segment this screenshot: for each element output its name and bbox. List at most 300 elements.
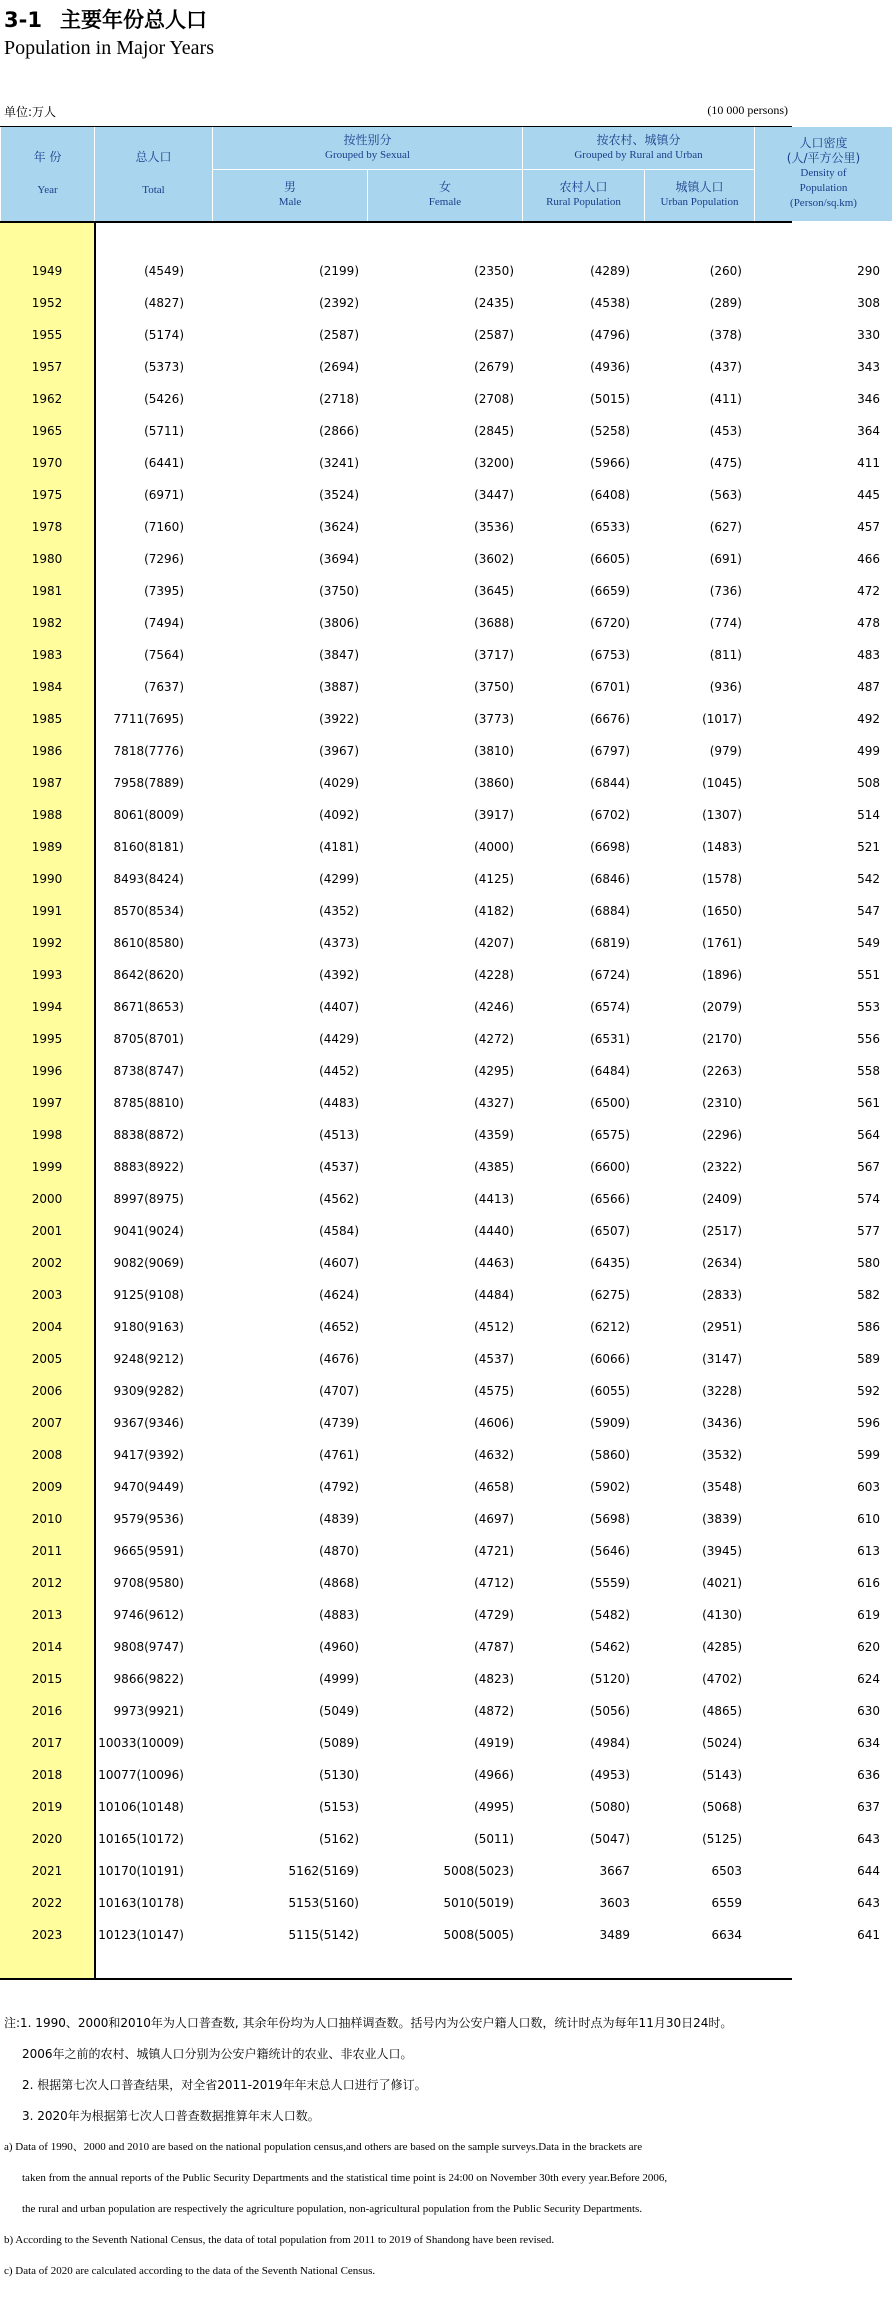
female-cell: (4721) — [474, 1544, 514, 1558]
rural-cell: (4953) — [590, 1768, 630, 1782]
rural-cell: (5698) — [590, 1512, 630, 1526]
table-row — [0, 1151, 892, 1183]
year-cell: 1957 — [31, 360, 63, 374]
col-rural — [523, 169, 645, 221]
table-row — [0, 1567, 892, 1599]
table-number: 3-1 — [4, 8, 42, 32]
rural-cell: (6575) — [590, 1128, 630, 1142]
rural-cell: (5462) — [590, 1640, 630, 1654]
table-row — [0, 1215, 892, 1247]
urban-cell: (3548) — [702, 1480, 742, 1494]
col-rural-cn: 农村人口 — [559, 180, 608, 194]
urban-cell: (4702) — [702, 1672, 742, 1686]
female-cell: (4658) — [474, 1480, 514, 1494]
urban-cell: (289) — [709, 296, 742, 310]
bottom-rule — [0, 1978, 792, 1980]
table-title-cn — [4, 4, 207, 34]
density-cell: 457 — [857, 520, 880, 534]
female-cell: (4632) — [474, 1448, 514, 1462]
male-cell: (4373) — [319, 936, 359, 950]
urban-cell: (563) — [709, 488, 742, 502]
rural-cell: (5080) — [590, 1800, 630, 1814]
year-cell: 2004 — [31, 1320, 63, 1334]
male-cell: (3806) — [319, 616, 359, 630]
female-cell: (4537) — [474, 1352, 514, 1366]
urban-cell: (4130) — [702, 1608, 742, 1622]
rural-cell: (5559) — [590, 1576, 630, 1590]
rural-cell: (6698) — [590, 840, 630, 854]
table-row — [0, 703, 892, 735]
total-cell: 9041(9024) — [113, 1224, 184, 1238]
table-row — [0, 1759, 892, 1791]
rural-cell: 3667 — [599, 1864, 630, 1878]
rural-cell: (6533) — [590, 520, 630, 534]
female-cell: (3860) — [474, 776, 514, 790]
density-cell: 577 — [857, 1224, 880, 1238]
table-row — [0, 1631, 892, 1663]
density-cell: 487 — [857, 680, 880, 694]
rural-cell: (6408) — [590, 488, 630, 502]
female-cell: (4440) — [474, 1224, 514, 1238]
male-cell: (2694) — [319, 360, 359, 374]
total-cell: (5373) — [144, 360, 184, 374]
year-cell: 2019 — [31, 1800, 63, 1814]
density-cell: 499 — [857, 744, 880, 758]
rural-cell: (5966) — [590, 456, 630, 470]
col-ru-en: Grouped by Rural and Urban — [574, 148, 703, 161]
total-cell: (7160) — [144, 520, 184, 534]
female-cell: (3810) — [474, 744, 514, 758]
urban-cell: (5125) — [702, 1832, 742, 1846]
urban-cell: 6559 — [711, 1896, 742, 1910]
rural-cell: 3489 — [599, 1928, 630, 1942]
total-cell: 8610(8580) — [113, 936, 184, 950]
table-title-en: Population in Major Years — [4, 37, 214, 59]
note-cn-1: 注:1. 1990、2000和2010年为人口普查数, 其余年份均为人口抽样调查数。括号内为公安户籍人口数，统计时点为每年11月30日24时。 — [4, 2016, 733, 2030]
rural-cell: (6797) — [590, 744, 630, 758]
density-cell: 620 — [857, 1640, 880, 1654]
year-cell: 1965 — [31, 424, 63, 438]
male-cell: (4960) — [319, 1640, 359, 1654]
density-cell: 636 — [857, 1768, 880, 1782]
total-cell: 7711(7695) — [113, 712, 184, 726]
table-row — [0, 1855, 892, 1887]
total-cell: 9367(9346) — [113, 1416, 184, 1430]
note-cn-1b: 2006年之前的农村、城镇人口分别为公安户籍统计的农业、非农业人口。 — [22, 2047, 413, 2061]
table-row — [0, 479, 892, 511]
year-cell: 1990 — [31, 872, 63, 886]
table-row — [0, 511, 892, 543]
urban-cell: (3436) — [702, 1416, 742, 1430]
rural-cell: (6507) — [590, 1224, 630, 1238]
female-cell: (3536) — [474, 520, 514, 534]
year-cell: 2018 — [31, 1768, 63, 1782]
density-cell: 547 — [857, 904, 880, 918]
male-cell: (3624) — [319, 520, 359, 534]
col-year-cn: 年 份 — [33, 149, 62, 164]
urban-cell: (437) — [709, 360, 742, 374]
total-cell: 8493(8424) — [113, 872, 184, 886]
year-cell: 1994 — [31, 1000, 63, 1014]
total-cell: 7958(7889) — [113, 776, 184, 790]
urban-cell: (1045) — [702, 776, 742, 790]
urban-cell: (936) — [709, 680, 742, 694]
total-cell: (5426) — [144, 392, 184, 406]
male-cell: (4868) — [319, 1576, 359, 1590]
total-cell: 10077(10096) — [98, 1768, 184, 1782]
rural-cell: (5860) — [590, 1448, 630, 1462]
density-cell: 492 — [857, 712, 880, 726]
table-row — [0, 895, 892, 927]
male-cell: (4739) — [319, 1416, 359, 1430]
density-cell: 574 — [857, 1192, 880, 1206]
total-cell: 10163(10178) — [98, 1896, 184, 1910]
rural-cell: (4936) — [590, 360, 630, 374]
col-sex-en: Grouped by Sexual — [325, 148, 410, 161]
year-cell: 1997 — [31, 1096, 63, 1110]
female-cell: (4327) — [474, 1096, 514, 1110]
table-row — [0, 1023, 892, 1055]
year-cell: 2022 — [31, 1896, 63, 1910]
year-cell: 1995 — [31, 1032, 63, 1046]
female-cell: (4413) — [474, 1192, 514, 1206]
urban-cell: (5143) — [702, 1768, 742, 1782]
total-cell: 10123(10147) — [98, 1928, 184, 1942]
urban-cell: (691) — [709, 552, 742, 566]
total-cell: 8738(8747) — [113, 1064, 184, 1078]
urban-cell: (1896) — [702, 968, 742, 982]
total-cell: 8705(8701) — [113, 1032, 184, 1046]
table-row — [0, 1887, 892, 1919]
female-cell: (4729) — [474, 1608, 514, 1622]
male-cell: (4883) — [319, 1608, 359, 1622]
col-male-en: Male — [278, 196, 302, 208]
urban-cell: 6503 — [711, 1864, 742, 1878]
female-cell: (4697) — [474, 1512, 514, 1526]
male-cell: (4792) — [319, 1480, 359, 1494]
urban-cell: (260) — [709, 264, 742, 278]
table-row — [0, 639, 892, 671]
table-row — [0, 1343, 892, 1375]
urban-cell: (5024) — [702, 1736, 742, 1750]
density-cell: 308 — [857, 296, 880, 310]
data-table — [0, 255, 892, 1951]
rural-cell: (6676) — [590, 712, 630, 726]
female-cell: (3917) — [474, 808, 514, 822]
total-cell: 8838(8872) — [113, 1128, 184, 1142]
table-row — [0, 415, 892, 447]
col-density-en2: Population — [799, 182, 848, 195]
female-cell: (4463) — [474, 1256, 514, 1270]
year-cell: 2008 — [31, 1448, 63, 1462]
density-cell: 599 — [857, 1448, 880, 1462]
table-row — [0, 767, 892, 799]
table-row — [0, 671, 892, 703]
urban-cell: (3945) — [702, 1544, 742, 1558]
year-cell: 1981 — [31, 584, 63, 598]
male-cell: (4761) — [319, 1448, 359, 1462]
density-cell: 445 — [857, 488, 880, 502]
rural-cell: (6884) — [590, 904, 630, 918]
male-cell: (4483) — [319, 1096, 359, 1110]
female-cell: (5011) — [474, 1832, 514, 1846]
year-cell: 1991 — [31, 904, 63, 918]
col-total-cn: 总人口 — [135, 149, 172, 164]
female-cell: (4919) — [474, 1736, 514, 1750]
table-row — [0, 1119, 892, 1151]
density-cell: 644 — [857, 1864, 880, 1878]
urban-cell: (774) — [709, 616, 742, 630]
col-female — [368, 169, 523, 221]
table-row — [0, 1535, 892, 1567]
female-cell: (4712) — [474, 1576, 514, 1590]
col-group-sex — [213, 127, 523, 169]
urban-cell: (4865) — [702, 1704, 742, 1718]
urban-cell: (1307) — [702, 808, 742, 822]
male-cell: (4652) — [319, 1320, 359, 1334]
col-year — [1, 127, 95, 221]
total-cell: 9665(9591) — [113, 1544, 184, 1558]
urban-cell: (979) — [709, 744, 742, 758]
year-cell: 1949 — [31, 264, 63, 278]
year-cell: 1982 — [31, 616, 63, 630]
total-cell: 8671(8653) — [113, 1000, 184, 1014]
male-cell: (2199) — [319, 264, 359, 278]
male-cell: (5089) — [319, 1736, 359, 1750]
rural-cell: (6531) — [590, 1032, 630, 1046]
col-male — [213, 169, 368, 221]
total-cell: (7564) — [144, 648, 184, 662]
male-cell: (5162) — [319, 1832, 359, 1846]
note-en-a1: a) Data of 1990、2000 and 2010 are based on the national population census,and others are based on the sample surveys.Data in the brackets are — [4, 2141, 643, 2153]
male-cell: (4537) — [319, 1160, 359, 1174]
female-cell: (3645) — [474, 584, 514, 598]
rural-cell: (6435) — [590, 1256, 630, 1270]
table-row — [0, 255, 892, 287]
urban-cell: (3147) — [702, 1352, 742, 1366]
density-cell: 641 — [857, 1928, 880, 1942]
urban-cell: (411) — [709, 392, 742, 406]
urban-cell: (4285) — [702, 1640, 742, 1654]
male-cell: (3922) — [319, 712, 359, 726]
male-cell: (4607) — [319, 1256, 359, 1270]
female-cell: (4575) — [474, 1384, 514, 1398]
rural-cell: (6055) — [590, 1384, 630, 1398]
female-cell: (4484) — [474, 1288, 514, 1302]
urban-cell: (2409) — [702, 1192, 742, 1206]
female-cell: (4966) — [474, 1768, 514, 1782]
year-cell: 2013 — [31, 1608, 63, 1622]
female-cell: (2435) — [474, 296, 514, 310]
female-cell: (4512) — [474, 1320, 514, 1334]
female-cell: (3602) — [474, 552, 514, 566]
total-cell: 8642(8620) — [113, 968, 184, 982]
density-cell: 643 — [857, 1896, 880, 1910]
total-cell: (6441) — [144, 456, 184, 470]
male-cell: (4407) — [319, 1000, 359, 1014]
male-cell: (3967) — [319, 744, 359, 758]
male-cell: (3241) — [319, 456, 359, 470]
female-cell: (4182) — [474, 904, 514, 918]
male-cell: (4429) — [319, 1032, 359, 1046]
density-cell: 508 — [857, 776, 880, 790]
total-cell: 9248(9212) — [113, 1352, 184, 1366]
year-cell: 2003 — [31, 1288, 63, 1302]
density-cell: 553 — [857, 1000, 880, 1014]
year-cell: 2021 — [31, 1864, 63, 1878]
female-cell: (4295) — [474, 1064, 514, 1078]
density-cell: 610 — [857, 1512, 880, 1526]
year-cell: 1988 — [31, 808, 63, 822]
density-cell: 478 — [857, 616, 880, 630]
female-cell: (2845) — [474, 424, 514, 438]
rural-cell: (5015) — [590, 392, 630, 406]
density-cell: 561 — [857, 1096, 880, 1110]
density-cell: 411 — [857, 456, 880, 470]
male-cell: 5115(5142) — [288, 1928, 359, 1942]
female-cell: (4228) — [474, 968, 514, 982]
total-cell: 9309(9282) — [113, 1384, 184, 1398]
note-cn-2: 2. 根据第七次人口普查结果，对全省2011-2019年年末总人口进行了修订。 — [22, 2078, 427, 2092]
table-row — [0, 1791, 892, 1823]
col-urban — [645, 169, 755, 221]
table-row — [0, 1087, 892, 1119]
density-cell: 592 — [857, 1384, 880, 1398]
female-cell: (4872) — [474, 1704, 514, 1718]
total-cell: 10106(10148) — [98, 1800, 184, 1814]
rural-cell: (4984) — [590, 1736, 630, 1750]
female-cell: (4787) — [474, 1640, 514, 1654]
table-row — [0, 575, 892, 607]
year-cell: 1996 — [31, 1064, 63, 1078]
female-cell: (4359) — [474, 1128, 514, 1142]
male-cell: (4870) — [319, 1544, 359, 1558]
density-cell: 521 — [857, 840, 880, 854]
male-cell: (4513) — [319, 1128, 359, 1142]
rural-cell: (6659) — [590, 584, 630, 598]
density-cell: 551 — [857, 968, 880, 982]
male-cell: (5153) — [319, 1800, 359, 1814]
year-cell: 2009 — [31, 1480, 63, 1494]
table-row — [0, 1663, 892, 1695]
male-cell: (4624) — [319, 1288, 359, 1302]
rural-cell: (5047) — [590, 1832, 630, 1846]
year-cell: 1993 — [31, 968, 63, 982]
year-cell: 1980 — [31, 552, 63, 566]
female-cell: (4207) — [474, 936, 514, 950]
male-cell: (4181) — [319, 840, 359, 854]
table-row — [0, 1471, 892, 1503]
year-cell: 2001 — [31, 1224, 63, 1238]
year-cell: 1955 — [31, 328, 63, 342]
density-cell: 613 — [857, 1544, 880, 1558]
female-cell: (4272) — [474, 1032, 514, 1046]
rural-cell: (6574) — [590, 1000, 630, 1014]
male-cell: (4452) — [319, 1064, 359, 1078]
total-cell: 9708(9580) — [113, 1576, 184, 1590]
male-cell: (4707) — [319, 1384, 359, 1398]
total-cell: (7637) — [144, 680, 184, 694]
density-cell: 603 — [857, 1480, 880, 1494]
note-en-b: b) According to the Seventh National Census, the data of total population from 2011 to 2019 of Shandong have been revised. — [4, 2234, 555, 2246]
col-ru-cn: 按农村、城镇分 — [596, 132, 681, 147]
total-cell: 10170(10191) — [98, 1864, 184, 1878]
male-cell: (2587) — [319, 328, 359, 342]
total-cell: 8883(8922) — [113, 1160, 184, 1174]
total-cell: (5174) — [144, 328, 184, 342]
rural-cell: (6600) — [590, 1160, 630, 1174]
total-cell: 7818(7776) — [113, 744, 184, 758]
density-cell: 630 — [857, 1704, 880, 1718]
density-cell: 634 — [857, 1736, 880, 1750]
col-rural-en: Rural Population — [546, 196, 621, 208]
male-cell: (4392) — [319, 968, 359, 982]
rural-cell: (6212) — [590, 1320, 630, 1334]
total-cell: 9746(9612) — [113, 1608, 184, 1622]
year-cell: 1999 — [31, 1160, 63, 1174]
total-cell: 9866(9822) — [113, 1672, 184, 1686]
total-cell: 10165(10172) — [98, 1832, 184, 1846]
year-cell: 2010 — [31, 1512, 63, 1526]
rural-cell: (5902) — [590, 1480, 630, 1494]
rural-cell: (6566) — [590, 1192, 630, 1206]
male-cell: (2392) — [319, 296, 359, 310]
total-cell: 9470(9449) — [113, 1480, 184, 1494]
table-row — [0, 1279, 892, 1311]
col-total-en: Total — [142, 183, 165, 196]
year-cell: 2015 — [31, 1672, 63, 1686]
total-cell: (5711) — [144, 424, 184, 438]
urban-cell: (2170) — [702, 1032, 742, 1046]
density-cell: 616 — [857, 1576, 880, 1590]
rural-cell: (6702) — [590, 808, 630, 822]
total-cell: 9417(9392) — [113, 1448, 184, 1462]
year-cell: 2014 — [31, 1640, 63, 1654]
total-cell: (7395) — [144, 584, 184, 598]
density-cell: 514 — [857, 808, 880, 822]
urban-cell: (3532) — [702, 1448, 742, 1462]
col-density-en3: (Person/sq.km) — [790, 197, 857, 210]
total-cell: 9180(9163) — [113, 1320, 184, 1334]
density-cell: 290 — [857, 264, 880, 278]
year-cell: 1978 — [31, 520, 63, 534]
urban-cell: (2517) — [702, 1224, 742, 1238]
year-cell: 1987 — [31, 776, 63, 790]
female-cell: (2708) — [474, 392, 514, 406]
table-row — [0, 543, 892, 575]
col-density-unit-cn: (人/平方公里) — [786, 151, 861, 166]
year-cell: 1952 — [31, 296, 63, 310]
total-cell: 8570(8534) — [113, 904, 184, 918]
table-row — [0, 799, 892, 831]
table-row — [0, 447, 892, 479]
urban-cell: (1761) — [702, 936, 742, 950]
urban-cell: 6634 — [711, 1928, 742, 1942]
year-cell: 1983 — [31, 648, 63, 662]
col-sex-cn: 按性别分 — [343, 132, 392, 147]
male-cell: (2866) — [319, 424, 359, 438]
table-row — [0, 1375, 892, 1407]
note-en-a3: the rural and urban population are respectively the agriculture population, non-agricultural population from the Public Security Departments. — [22, 2203, 643, 2215]
urban-cell: (2079) — [702, 1000, 742, 1014]
rural-cell: (6720) — [590, 616, 630, 630]
urban-cell: (2263) — [702, 1064, 742, 1078]
urban-cell: (3839) — [702, 1512, 742, 1526]
col-female-cn: 女 — [438, 180, 451, 194]
rural-cell: 3603 — [599, 1896, 630, 1910]
density-cell: 586 — [857, 1320, 880, 1334]
table-row — [0, 1695, 892, 1727]
